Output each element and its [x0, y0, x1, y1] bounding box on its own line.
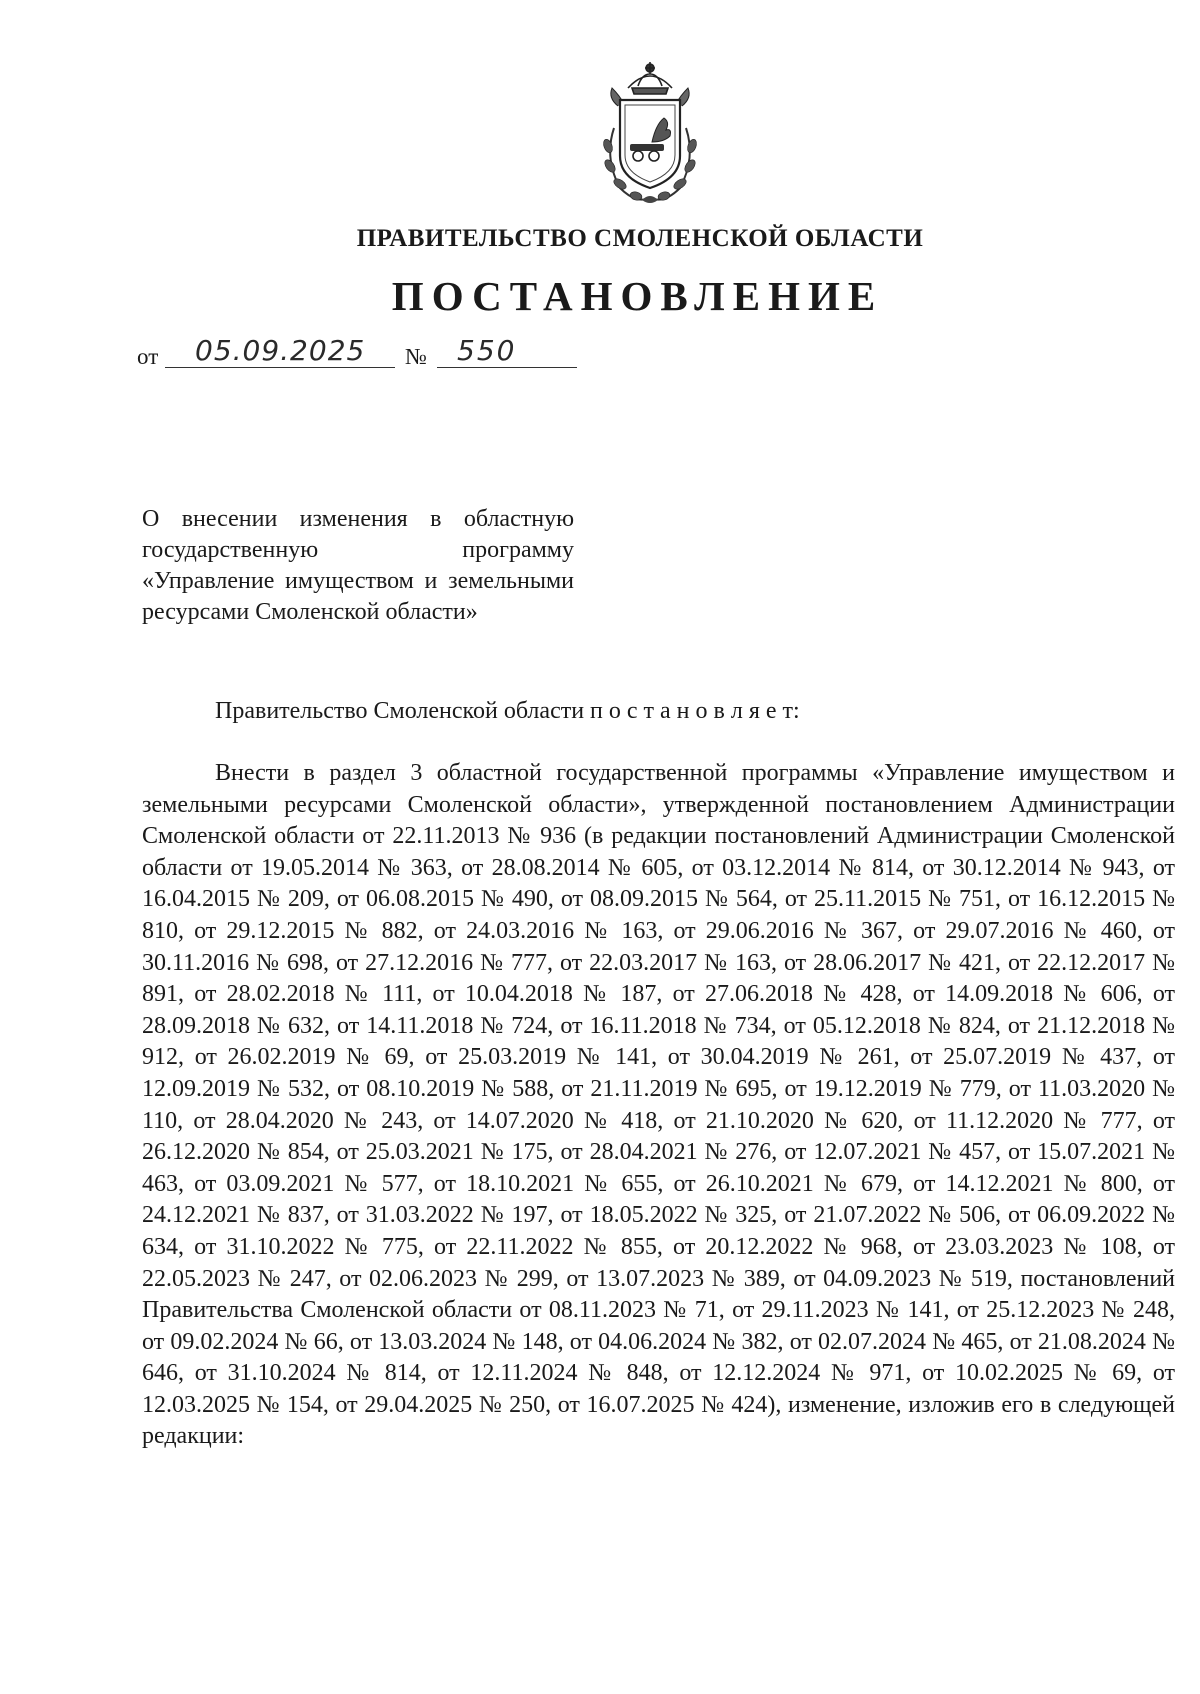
document-date: 05.09.2025: [165, 334, 395, 368]
government-title: ПРАВИТЕЛЬСТВО СМОЛЕНСКОЙ ОБЛАСТИ: [356, 225, 924, 252]
body-paragraph: Внести в раздел 3 областной государственной программы «Управление имуществом и земельными ресурсами Смоленской области», утвержденной постановлением Администрации Смоленской области от 22.11.2013 № 936 (в редакции постановлений Администрации Смоленской области от 19.05.2014 № 363, от 28.08.2014 № 605, от 03.12.2014 № 814, от 30.12.2014 № 943, от 16.04.2015 № 209, от 06.08.2015 № 490, от 08.09.2015 № 564, от 25.11.2015 № 751, от 16.12.2015 № 810, от 29.12.2015 № 882, от 24.03.2016 № 163, от 29.06.2016 № 367, от 29.07.2016 № 460, от 30.11.2016 № 698, от 27.12.2016 № 777, от 22.03.2017 № 163, от 28.06.2017 № 421, от 22.12.2017 № 891, от 28.02.2018 № 111, от 10.04.2018 № 187, от 27.06.2018 № 428, от 14.09.2018 № 606, от 28.09.2018 № 632, от 14.11.2018 № 724, от 16.11.2018 № 734, от 05.12.2018 № 824, от 21.12.2018 № 912, от 26.02.2019 № 69, от 25.03.2019 № 141, от 30.04.2019 № 261, от 25.07.2019 № 437, от 12.09.2019 № 532, от 08.10.2019 № 588, от 21.11.2019 № 695, от 19.12.2019 № 779, от 11.03.2020 № 110, от 28.04.2020 № 243, от 14.07.2020 № 418, от 21.10.2020 № 620, от 11.12.2020 № 777, от 26.12.2020 № 854, от 25.03.2021 № 175, от 28.04.2021 № 276, от 12.07.2021 № 457, от 15.07.2021 № 463, от 03.09.2021 № 577, от 18.10.2021 № 655, от 26.10.2021 № 679, от 14.12.2021 № 800, от 24.12.2021 № 837, от 31.03.2022 № 197, от 18.05.2022 № 325, от 21.07.2022 № 506, от 06.09.2022 № 634, от 31.10.2022 № 775, от 22.11.2022 № 855, от 20.12.2022 № 968, от 23.03.2023 № 108, от 22.05.2023 № 247, от 02.06.2023 № 299, от 13.07.2023 № 389, от 04.09.2023 № 519, постановлений Правительства Смоленской области от 08.11.2023 № 71, от 29.11.2023 № 141, от 25.12.2023 № 248, от 09.02.2024 № 66, от 13.03.2024 № 148, от 04.06.2024 № 382, от 02.07.2024 № 465, от 21.08.2024 № 646, от 31.10.2024 № 814, от 12.11.2024 № 848, от 12.12.2024 № 971, от 10.02.2025 № 69, от 12.03.2025 № 154, от 29.04.2025 № 250, от 16.07.2025 № 424), изменение, изложив его в следующей редакции:: [142, 760, 1175, 1450]
document-type-title: ПОСТАНОВЛЕНИЕ: [391, 273, 884, 319]
date-label: от: [137, 344, 159, 369]
document-number: 550: [437, 334, 577, 368]
registration-line: [137, 334, 587, 374]
document-subject: О внесении изменения в областную государственную программу «Управление имуществом и земельными ресурсами Смоленской области»: [142, 506, 574, 625]
decree-statement: Правительство Смоленской области п о с т а н о в л я е т:: [215, 698, 800, 724]
number-label: №: [405, 344, 427, 369]
smolensk-coat-of-arms-icon: [590, 58, 710, 208]
